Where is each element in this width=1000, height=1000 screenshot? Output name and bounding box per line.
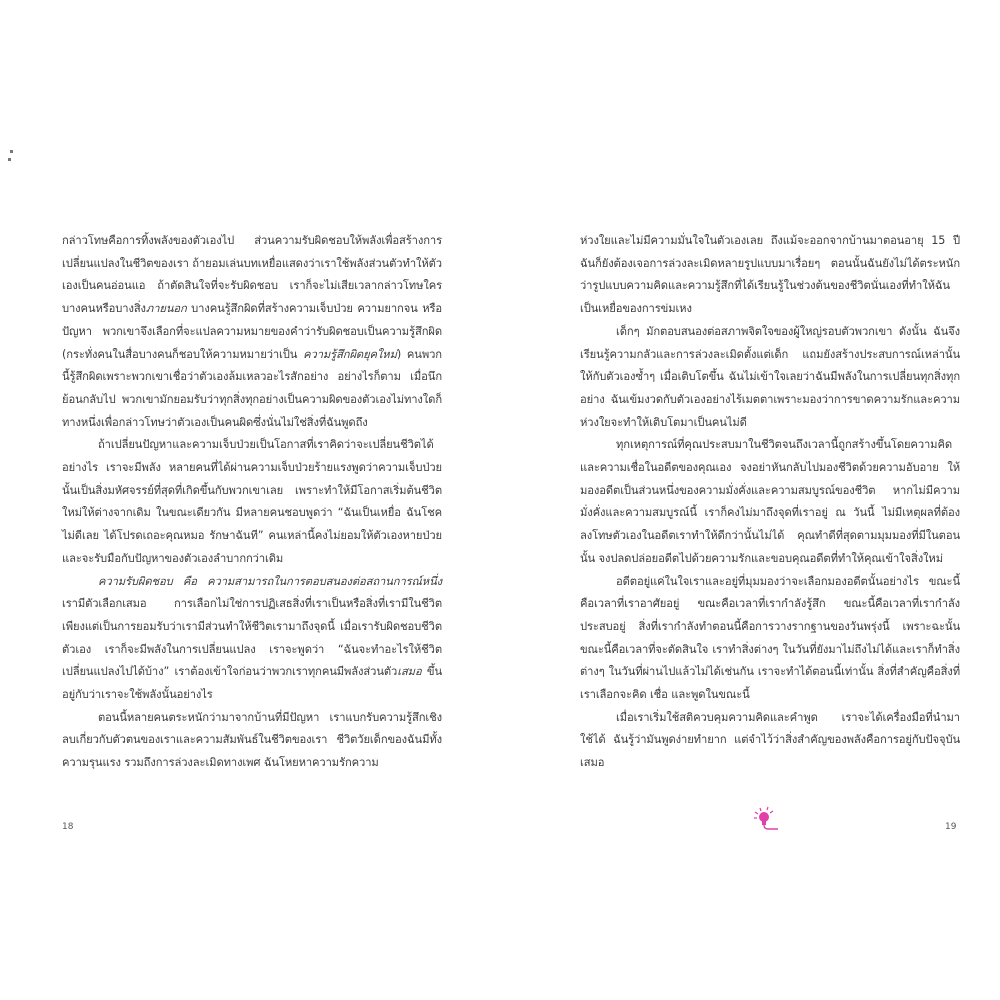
left-page-body (62, 230, 442, 775)
paragraph (62, 230, 442, 434)
text-segment: กล่าวโทษคือการทิ้งพลังของตัวเองไป ส่วนความรับผิดชอบให้พลังเพื่อสร้างการเปลี่ยนแปลงในชีวิตของเรา ถ้ายอมเล่นบทเหยื่อแสดงว่าเราใช้พลังส่วนตัวทำให้ตัวเองเป็นคนอ่อนแอ ถ้าตัดสินใจที่จะรับผิดชอบ เราก็จะไม่เสียเวลากล่าวโทษใครบางคนหรือบางสิ่ง (62, 234, 442, 316)
text-segment: ทุกเหตุการณ์ที่คุณประสบมาในชีวิตจนถึงเวลานี้ถูกสร้างขึ้นโดยความคิดและความเชื่อในอดีตของคุณเอง จงอย่าหันกลับไปมองชีวิตด้วยความอับอาย ให้มองอดีตเป็นส่วนหนึ่งของความมั่งคั่งและความสมบูรณ์ของชีวิต หากไม่มีความมั่งคั่งและความสมบูรณ์นี้ เราก็คงไม่มาถึงจุดที่เราอยู่ ณ วันนี้ ไม่มีเหตุผลที่ต้องลงโทษตัวเองในอดีตเราทำให้ดีกว่านั้นไม่ได้ คุณทำดีที่สุดตามมุมมองที่มีในตอนนั้น จงปลดปล่อยอดีตไปด้วยความรักและขอบคุณอดีตที่ทำให้คุณเข้าใจสิ่งใหม่ (580, 438, 960, 565)
text-segment: เมื่อเราเริ่มใช้สติควบคุมความคิดและคำพูด เราจะได้เครื่องมือที่นำมาใช้ได้ ฉันรู้ว่ามันพูดง่ายทำยาก แต่จำไว้ว่าสิ่งสำคัญของพลังคือการอยู่กับปัจจุบันเสมอ (580, 710, 960, 770)
paragraph (580, 707, 960, 775)
paragraph (580, 230, 960, 321)
text-segment: ตอนนี้หลายคนตระหนักว่ามาจากบ้านที่มีปัญหา เราแบกรับความรู้สึกเชิงลบเกี่ยวกับตัวตนของเราและความสัมพันธ์ในชีวิตของเรา ชีวิตวัยเด็กของฉันมีทั้งความรุนแรง รวมถึงการล่วงละเมิดทางเพศ ฉันโหยหาความรักความ (62, 710, 442, 770)
paragraph (580, 571, 960, 707)
lightbulb-ornament-icon (752, 806, 780, 832)
text-segment: ห่วงใยและไม่มีความมั่นใจในตัวเองเลย ถึงแม้จะออกจากบ้านมาตอนอายุ 15 ปี ฉันก็ยังต้องเจอการล่วงละเมิดหลายรูปแบบมาเรื่อยๆ ตอนนั้นฉันยังไม่ได้ตระหนักว่ารูปแบบความคิดและความรู้สึกที่ได้เรียนรู้ในช่วงต้นของชีวิตนั่นเองที่ทำให้ฉันเป็นเหยื่อของการข่มเหง (580, 234, 960, 316)
text-segment: เรามีตัวเลือกเสมอ การเลือกไม่ใช่การปฏิเสธสิ่งที่เราเป็นหรือสิ่งที่เรามีในชีวิต เพียงแต่เป็นการยอมรับว่าเรามีส่วนทำให้ชีวิตเรามาถึงจุดนี้ เมื่อเรารับผิดชอบชีวิตตัวเอง เราก็จะมีพลังในการเปลี่ยนแปลง เราจะพูดว่า “ฉันจะทำอะไรให้ชีวิตเปลี่ยนแปลงไปได้บ้าง” เราต้องเข้าใจก่อนว่าพวกเราทุกคนมีพลังส่วนตัว (62, 597, 442, 679)
paragraph (62, 571, 442, 707)
italic-text-segment: เสมอ (397, 665, 422, 679)
paragraph (62, 434, 442, 570)
text-segment: บางคนรู้สึกผิดที่สร้างความเจ็บป่วย ความยากจน หรือปัญหา พวกเขาจึงเลือกที่จะแปลความหมายของคำว่ารับผิดชอบเป็นความรู้สึกผิด (กระทั่งคนในสื่อบางคนก็ชอบให้ความหมายว่าเป็น (62, 302, 442, 361)
paragraph (580, 434, 960, 570)
text-segment: เด็กๆ มักตอบสนองต่อสภาพจิตใจของผู้ใหญ่รอบตัวพวกเขา ดังนั้น ฉันจึงเรียนรู้ความกลัวและการล่วงละเมิดตั้งแต่เด็ก แถมยังสร้างประสบการณ์เหล่านั้นให้กับตัวเองซ้ำๆ เมื่อเติบโตขึ้น ฉันไม่เข้าใจเลยว่าฉันมีพลังในการเปลี่ยนทุกสิ่งทุกอย่าง ฉันเข้มงวดกับตัวเองอย่างไร้เมตตาเพราะมองว่าการขาดความรักและความห่วงใยจะทำให้เติบโตมาเป็นคนไม่ดี (580, 324, 960, 429)
text-segment: ถ้าเปลี่ยนปัญหาและความเจ็บป่วยเป็นโอกาสที่เราคิดว่าจะเปลี่ยนชีวิตได้อย่างไร เราจะมีพลัง หลายคนที่ได้ผ่านความเจ็บป่วยร้ายแรงพูดว่าความเจ็บป่วยนั้นเป็นสิ่งมหัศจรรย์ที่สุดที่เกิดขึ้นกับพวกเขาเลย เพราะทำให้มีโอกาสเริ่มต้นชีวิตใหม่ให้ต่างจากเดิม ในขณะเดียวกัน มีหลายคนชอบพูดว่า “ฉันเป็นเหยื่อ ฉันโชคไม่ดีเลย ได้โปรดเถอะคุณหมอ รักษาฉันที” คนเหล่านี้คงไม่ยอมให้ตัวเองหายป่วยและจะรับมือกับปัญหาของตัวเองลำบากกว่าเดิม (62, 438, 442, 565)
text-segment: ) คนพวกนี้รู้สึกผิดเพราะพวกเขาเชื่อว่าตัวเองล้มเหลวอะไรสักอย่าง อย่างไรก็ตาม เมื่อนึกย้อนกลับไป พวกเขามักยอมรับว่าทุกสิ่งทุกอย่างเป็นความผิดของตัวเองไม่ทางใดก็ทางหนึ่งเพื่อกล่าวโทษว่าตัวเองเป็นคนผิดซึ่งนั่นไม่ใช่สิ่งที่ฉันพูดถึง (62, 347, 442, 429)
page-number-right: 19 (945, 822, 957, 832)
right-page-body (580, 230, 960, 775)
text-segment: ขึ้นอยู่กับว่าเราจะใช้พลังนั้นอย่างไร (62, 665, 442, 702)
italic-text-segment: ความรับผิดชอบ คือ ความสามารถในการตอบสนองต่อสถานการณ์หนึ่ง (98, 574, 442, 588)
page-number-left: 18 (62, 822, 74, 832)
paragraph (580, 321, 960, 435)
italic-text-segment: ความรู้สึกผิดยุคใหม่ (303, 347, 397, 361)
paragraph (62, 707, 442, 775)
italic-text-segment: ภายนอก (145, 302, 187, 316)
text-segment: อดีตอยู่แค่ในใจเราและอยู่ที่มุมมองว่าจะเลือกมองอดีตนั้นอย่างไร ขณะนี้คือเวลาที่เราอาศัยอยู่ ขณะคือเวลาที่เรากำลังรู้สึก ขณะนี้คือเวลาที่เรากำลังประสบอยู่ สิ่งที่เรากำลังทำตอนนี้คือการวางรากฐานของวันพรุ่งนี้ เพราะฉะนั้นขณะนี้คือเวลาที่จะตัดสินใจ เราทำสิ่งต่างๆ ในวันที่ยังมาไม่ถึงไม่ได้และเราก็ทำสิ่งต่างๆ ในวันที่ผ่านไปแล้วไม่ได้เช่นกัน เราจะทำได้ตอนนี้เท่านั้น สิ่งที่สำคัญคือสิ่งที่เราเลือกจะคิด เชื่อ และพูดในขณะนี้ (580, 574, 960, 702)
stray-ink-mark (8, 150, 12, 162)
